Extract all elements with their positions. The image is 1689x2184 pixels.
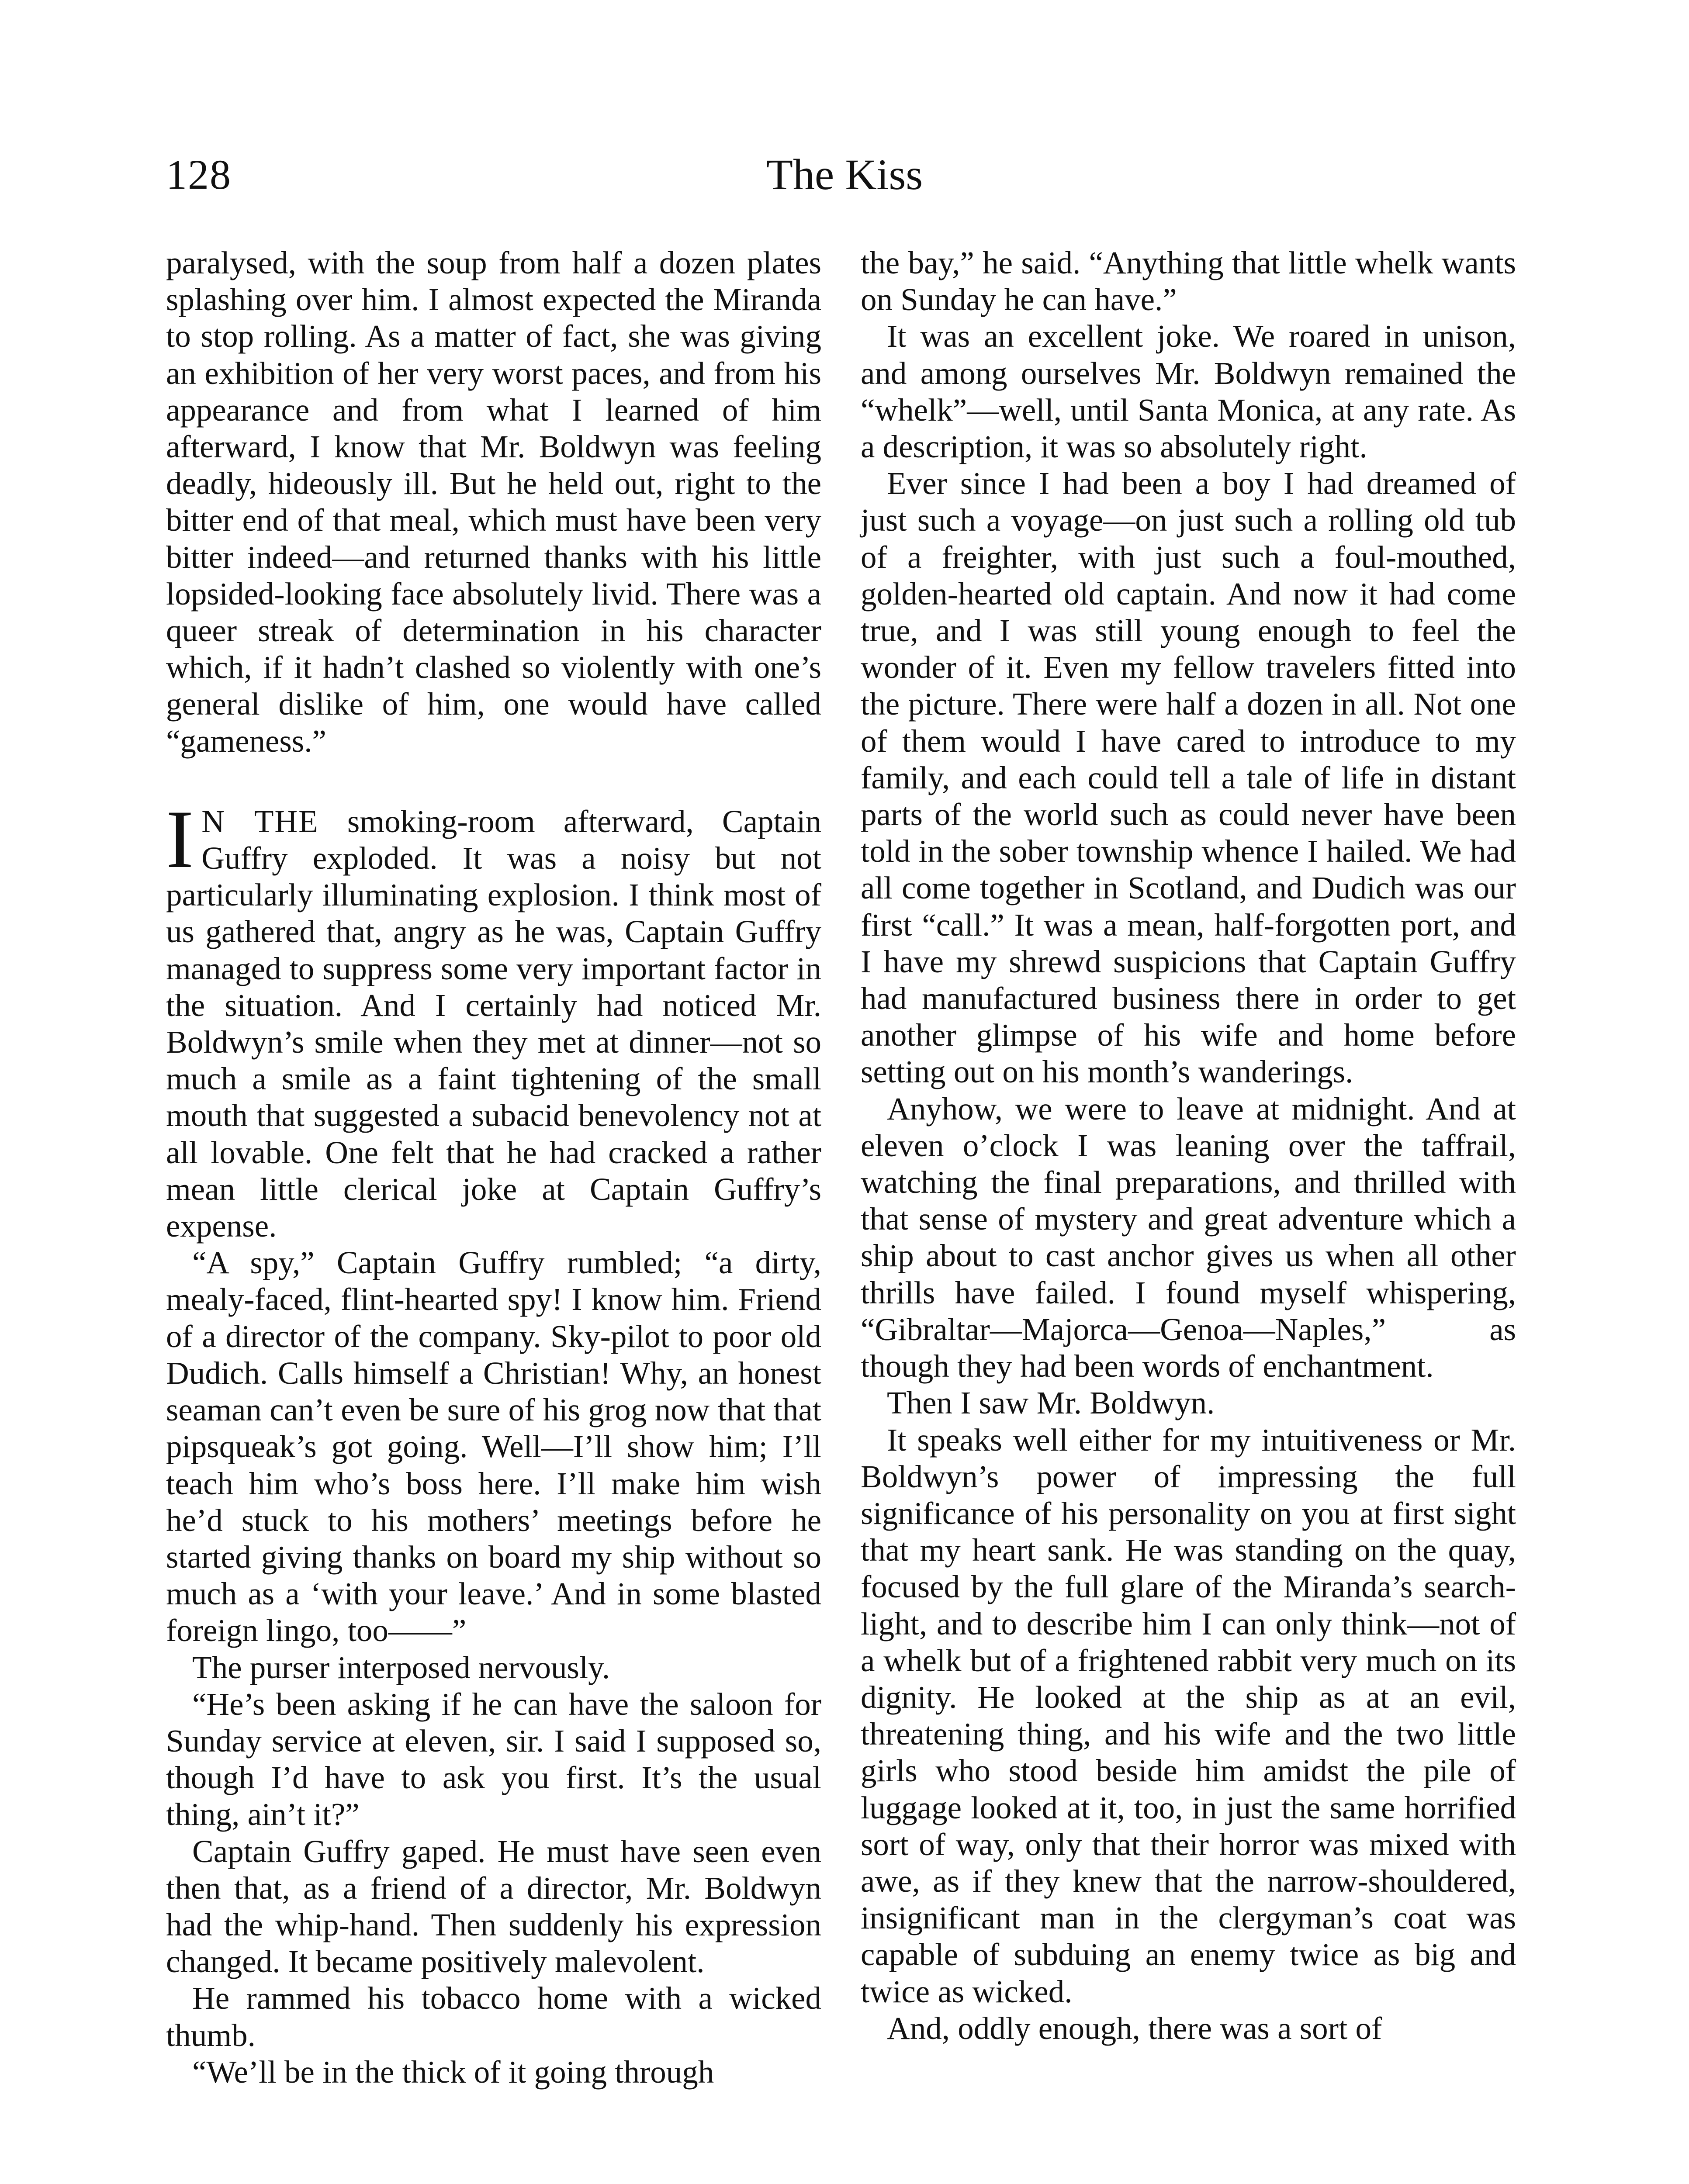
page-header xyxy=(166,149,1523,210)
paragraph: And, oddly enough, there was a sort of xyxy=(887,2010,1382,2046)
right-column xyxy=(861,245,1516,2047)
paragraph: Then I saw Mr. Boldwyn. xyxy=(887,1385,1215,1421)
paragraph: Anyhow, we were to leave at midnight. And at eleven o’clock I was leaning over the taffrail, watching the final preparations, and thrilled with that sense of mystery and great adventure which a ship about to cast anchor gives us when all other thrills have failed. I found myself whispering, “Gibraltar—Majorca—Genoa—Naples,” as though they had been words of enchantment. xyxy=(861,1091,1516,1384)
running-head: The Kiss xyxy=(766,150,923,199)
paragraph: It speaks well either for my intuitiveness or Mr. Boldwyn’s power of impressing the full significance of his personality on you at first sight that my heart sank. He was standing on the quay, focused by the full glare of the Miranda’s search-light, and to describe him I can only think—not of a whelk but of a frightened rabbit very much on its dignity. He looked at the ship as at an evil, threatening thing, and his wife and the two little girls who stood beside him amidst the pile of luggage looked at it, too, in just the same horrified sort of way, only that their horror was mixed with awe, as if they knew that the narrow-shouldered, insignificant man in the clergyman’s coat was capable of subduing an enemy twice as big and twice as wicked. xyxy=(861,1422,1516,2009)
paragraph: “We’ll be in the thick of it going through xyxy=(192,2054,714,2090)
small-caps-lead: N THE xyxy=(201,803,319,839)
paragraph: Captain Guffry gaped. He must have seen even then that, as a friend of a director, Mr. Boldwyn had the whip-hand. Then suddenly his expression changed. It became positively malevolent. xyxy=(166,1833,821,1980)
paragraph: paralysed, with the soup from half a dozen plates splashing over him. I almost expected the Miranda to stop rolling. As a matter of fact, she was giving an exhibition of her very worst paces, and from his appearance and from what I learned of him afterward, I know that Mr. Boldwyn was feeling deadly, hideously ill. But he held out, right to the bitter end of that meal, which must have been very bitter indeed—and returned thanks with his little lopsided-looking face absolutely livid. There was a queer streak of determination in his character which, if it hadn’t clashed so violently with one’s general dislike of him, one would have called “gameness.” xyxy=(166,245,821,759)
paragraph: Ever since I had been a boy I had dreamed of just such a voyage—on just such a rolling old tub of a freighter, with just such a foul-mouthed, golden-hearted old captain. And now it had come true, and I was still young enough to feel the wonder of it. Even my fellow travelers fitted into the picture. There were half a dozen in all. Not one of them would I have cared to introduce to my family, and each could tell a tale of life in distant parts of the world such as could never have been told in the sober township whence I hailed. We had all come together in Scotland, and Dudich was our first “call.” It was a mean, half-forgotten port, and I have my shrewd suspicions that Captain Guffry had manufactured business there in order to get another glimpse of his wife and home before setting out on his month’s wanderings. xyxy=(861,466,1516,1090)
paragraph: “He’s been asking if he can have the saloon for Sunday service at eleven, sir. I said I supposed so, though I’d have to ask you first. It’s the usual thing, ain’t it?” xyxy=(166,1686,821,1832)
paragraph-text: smoking-room afterward, Captain Guffry exploded. It was a noisy but not particularly illuminating explosion. I think most of us gathered that, angry as he was, Captain Guffry managed to suppress some very important factor in the situation. And I certainly had noticed Mr. Boldwyn’s smile when they met at dinner—not so much a smile as a faint tightening of the small mouth that suggested a subacid benevolency not at all lovable. One felt that he had cracked a rather mean little clerical joke at Captain Guffry’s expense. xyxy=(166,803,821,1244)
paragraph: He rammed his tobacco home with a wicked thumb. xyxy=(166,1980,821,2053)
left-column xyxy=(166,245,821,2091)
drop-cap: I xyxy=(166,793,194,885)
paragraph: It was an excellent joke. We roared in unison, and among ourselves Mr. Boldwyn remained the “whelk”—well, until Santa Monica, at any rate. As a description, it was so absolutely right. xyxy=(861,318,1516,465)
paragraph: The purser interposed nervously. xyxy=(192,1649,610,1685)
paragraph: “A spy,” Captain Guffry rumbled; “a dirty, mealy-faced, flint-hearted spy! I know him. Friend of a director of the company. Sky-pilot to poor old Dudich. Calls himself a Christian! Why, an honest seaman can’t even be sure of his grog now that that pipsqueak’s got going. Well—I’ll show him; I’ll teach him who’s boss here. I’ll make him wish he’d stuck to his mothers’ meetings before he started giving thanks on board my ship without so much as a ‘with your leave.’ And in some blasted foreign lingo, too——” xyxy=(166,1245,821,1648)
paragraph: the bay,” he said. “Anything that little whelk wants on Sunday he can have.” xyxy=(861,245,1516,318)
page-number: 128 xyxy=(166,151,232,198)
section-opening-paragraph xyxy=(166,793,821,1244)
